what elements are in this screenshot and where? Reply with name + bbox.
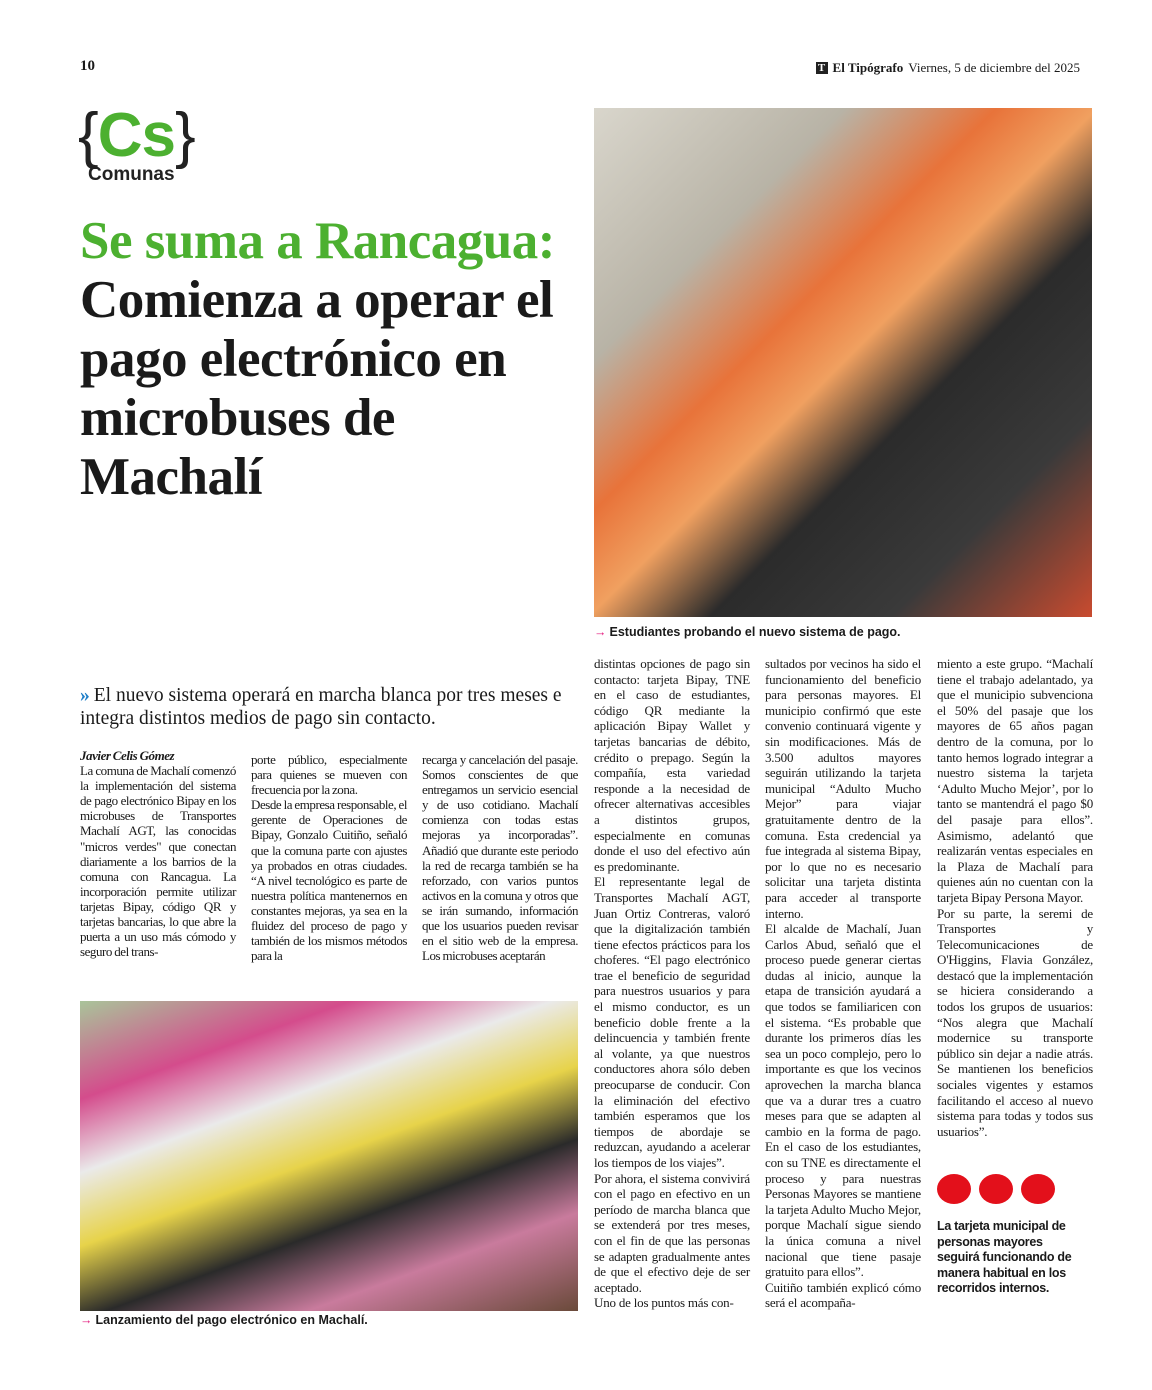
paragraph: El representante legal de Transportes Machalí AGT, Juan Ortiz Contreras, valoró que la digitalización también tiene efectos prácticos para los choferes. “El pago electrónico trae el beneficio de seguridad para nuestros usuarios y para el mismo conductor, es un beneficio doble frente a la delincuencia y también frente al volante, ya que nuestros conductores ahora sólo deben preocuparse de conducir. Con la eliminación del efectivo también esperamos que los tiempos de abordaje se reduzcan, ayudando a acelerar los tiempos de los viajes”. xyxy=(594,874,750,1170)
paragraph: sultados por vecinos ha sido el funcionamiento del beneficio para personas mayores. El municipio confirmó que este convenio continuará vigente y sin modificaciones. Más de 3.500 adultos mayores seguirán utilizando la tarjeta municipal “Adulto Mucho Mejor” para viajar gratuitamente dentro de la comuna. Esta credencial ya fue integrada al sistema Bipay, por lo que no es necesario solicitar una tarjeta distinta para acceder al transporte interno. xyxy=(765,656,921,921)
caption-text: Estudiantes probando el nuevo sistema de pago. xyxy=(609,625,901,639)
article-column-4 xyxy=(594,656,750,1311)
quote-marker-icon: » xyxy=(80,685,90,706)
red-dot-icon xyxy=(937,1174,971,1204)
paragraph: porte público, especialmente para quienes se mueven con frecuencia por la zona. xyxy=(251,752,407,798)
paragraph: recarga y cancelación del pasaje. Somos conscientes de que entregamos un servicio esencial y de uso cotidiano. Machalí comienza con todas estas mejoras ya incorporadas”. Añadió que durante este periodo la red de recarga también se ha reforzado, con varios puntos activos en la comuna y otros que se irán sumando, información que los usuarios pueden revisar en el sitio web de la empresa. Los microbuses aceptarán xyxy=(422,752,578,964)
paragraph: Por su parte, la seremi de Transportes y Telecomunicaciones de O'Higgins, Flavia González, destacó que la implementación se hiciera considerando a todos los grupos de usuarios: “Nos alegra que Machalí modernice su transporte público sin dejar a nadie atrás. Se mantienen los beneficios sociales vigentes y estamos facilitando el acceso al nuevo sistema para todas y todos sus usuarios”. xyxy=(937,905,1093,1139)
red-dot-icon xyxy=(979,1174,1013,1204)
paragraph: distintas opciones de pago sin contacto: tarjeta Bipay, TNE en el caso de estudiantes, código QR mediante la aplicación Bipay Wallet y tarjetas bancarias de débito, crédito o prepago. Según la compañía, esta variedad responde a la necesidad de ofrecer alternativas accesibles a distintos grupos, especialmente en comunas donde el uso del efectivo aún es predominante. xyxy=(594,656,750,874)
sidebar-note: La tarjeta municipal de personas mayores seguirá funcionando de manera habitual en los recorridos internos. xyxy=(937,1219,1072,1295)
publication-logo-icon: T xyxy=(816,62,828,74)
page-number: 10 xyxy=(80,58,95,74)
article-column-1 xyxy=(80,748,236,959)
paragraph: Uno de los puntos más con- xyxy=(594,1295,734,1311)
photo-students-bus xyxy=(594,108,1092,617)
deck xyxy=(80,684,580,730)
paragraph: El alcalde de Machalí, Juan Carlos Abud, señaló que el proceso puede generar ciertas dudas al inicio, aunque la etapa de transición ayudará a que todos se familiaricen con el sistema. “Es probable que durante los primeros días les sea un poco complejo, pero lo importante es que los vecinos aprovechen la marcha blanca que va a durar tres a cuatro meses para que se adapten al cambio en la forma de pago. En el caso de los estudiantes, con su TNE es directamente el proceso y para nuestras Personas Mayores se mantiene la tarjeta Adulto Mucho Mejor, porque Machalí sigue siendo la única comuna a nivel nacional que tiene pasaje gratuito para ellos”. xyxy=(765,921,921,1280)
masthead xyxy=(816,60,1080,76)
decorative-dots xyxy=(937,1174,1055,1204)
issue-date: Viernes, 5 de diciembre del 2025 xyxy=(908,60,1080,75)
headline-highlight: Se suma a Rancagua: xyxy=(80,212,555,270)
paragraph: Por ahora, el sistema convivirá con el pago en efectivo en un período de marcha blanca que se extenderá por tres meses, con el fin de que las personas se adapten gradualmente antes de que el efectivo deje de ser aceptado. xyxy=(594,1170,750,1295)
paragraph: miento a este grupo. “Machalí tiene el trabajo adelantado, ya que el municipio subvenciona el 50% del pasaje que los mayores de 65 años pagan dentro de la comuna, por lo tanto hemos logrado integrar a nuestro sistema la tarjeta ‘Adulto Mucho Mejor’, por lo tanto se mantendrá el pago $0 del pasaje para ellos”. Asimismo, adelantó que realizarán ventas especiales en la Plaza de Machalí para quienes aún no cuentan con la tarjeta Bipay Persona Mayor. xyxy=(937,656,1093,905)
article-column-2 xyxy=(251,752,407,963)
section-name: Comunas xyxy=(88,164,175,185)
article-column-3 xyxy=(422,752,578,963)
section-letters: Cs xyxy=(97,101,175,170)
headline xyxy=(80,212,570,507)
arrow-right-icon: → xyxy=(594,625,607,639)
photo-caption-bottom xyxy=(80,1313,368,1327)
article-column-6 xyxy=(937,656,1093,1139)
photo-caption-top xyxy=(594,625,901,639)
caption-text: Lanzamiento del pago electrónico en Machalí. xyxy=(95,1313,368,1327)
section-logo xyxy=(78,101,195,186)
red-dot-icon xyxy=(1021,1174,1055,1204)
brace-open: { xyxy=(78,101,98,170)
paragraph: Cuitiño también explicó cómo será el acompaña- xyxy=(765,1279,921,1311)
headline-main: Comienza a operar el pago electrónico en microbuses de Machalí xyxy=(80,271,554,506)
paragraph: La comuna de Machalí comenzó la implementación del sistema de pago electrónico Bipay en los microbuses de Transportes Machalí AGT, las conocidas "micros verdes" que conectan diariamente a los barrios de la comuna con Rancagua. La incorporación permite utilizar tarjetas Bipay, código QR y tarjetas bancarias, lo que abre la puerta a un uso más cómodo y seguro del trans- xyxy=(80,763,236,960)
photo-launch-group xyxy=(80,1001,578,1311)
brace-close: } xyxy=(174,101,195,170)
paragraph: Desde la empresa responsable, el gerente de Operaciones de Bipay, Gonzalo Cuitiño, señaló que la comuna parte con ajustes ya probados en otras ciudades. “A nivel tecnológico es parte de nuestra política mantenernos en constantes mejoras, ya sea en la fluidez del proceso de pago y también de los mismos métodos para la xyxy=(251,797,407,964)
arrow-right-icon: → xyxy=(80,1313,93,1327)
deck-text: El nuevo sistema operará en marcha blanca por tres meses e integra distintos medios de pago sin contacto. xyxy=(80,685,562,729)
article-column-5 xyxy=(765,656,921,1311)
publication-name: El Tipógrafo xyxy=(832,60,904,75)
byline: Javier Celis Gómez xyxy=(80,748,175,763)
